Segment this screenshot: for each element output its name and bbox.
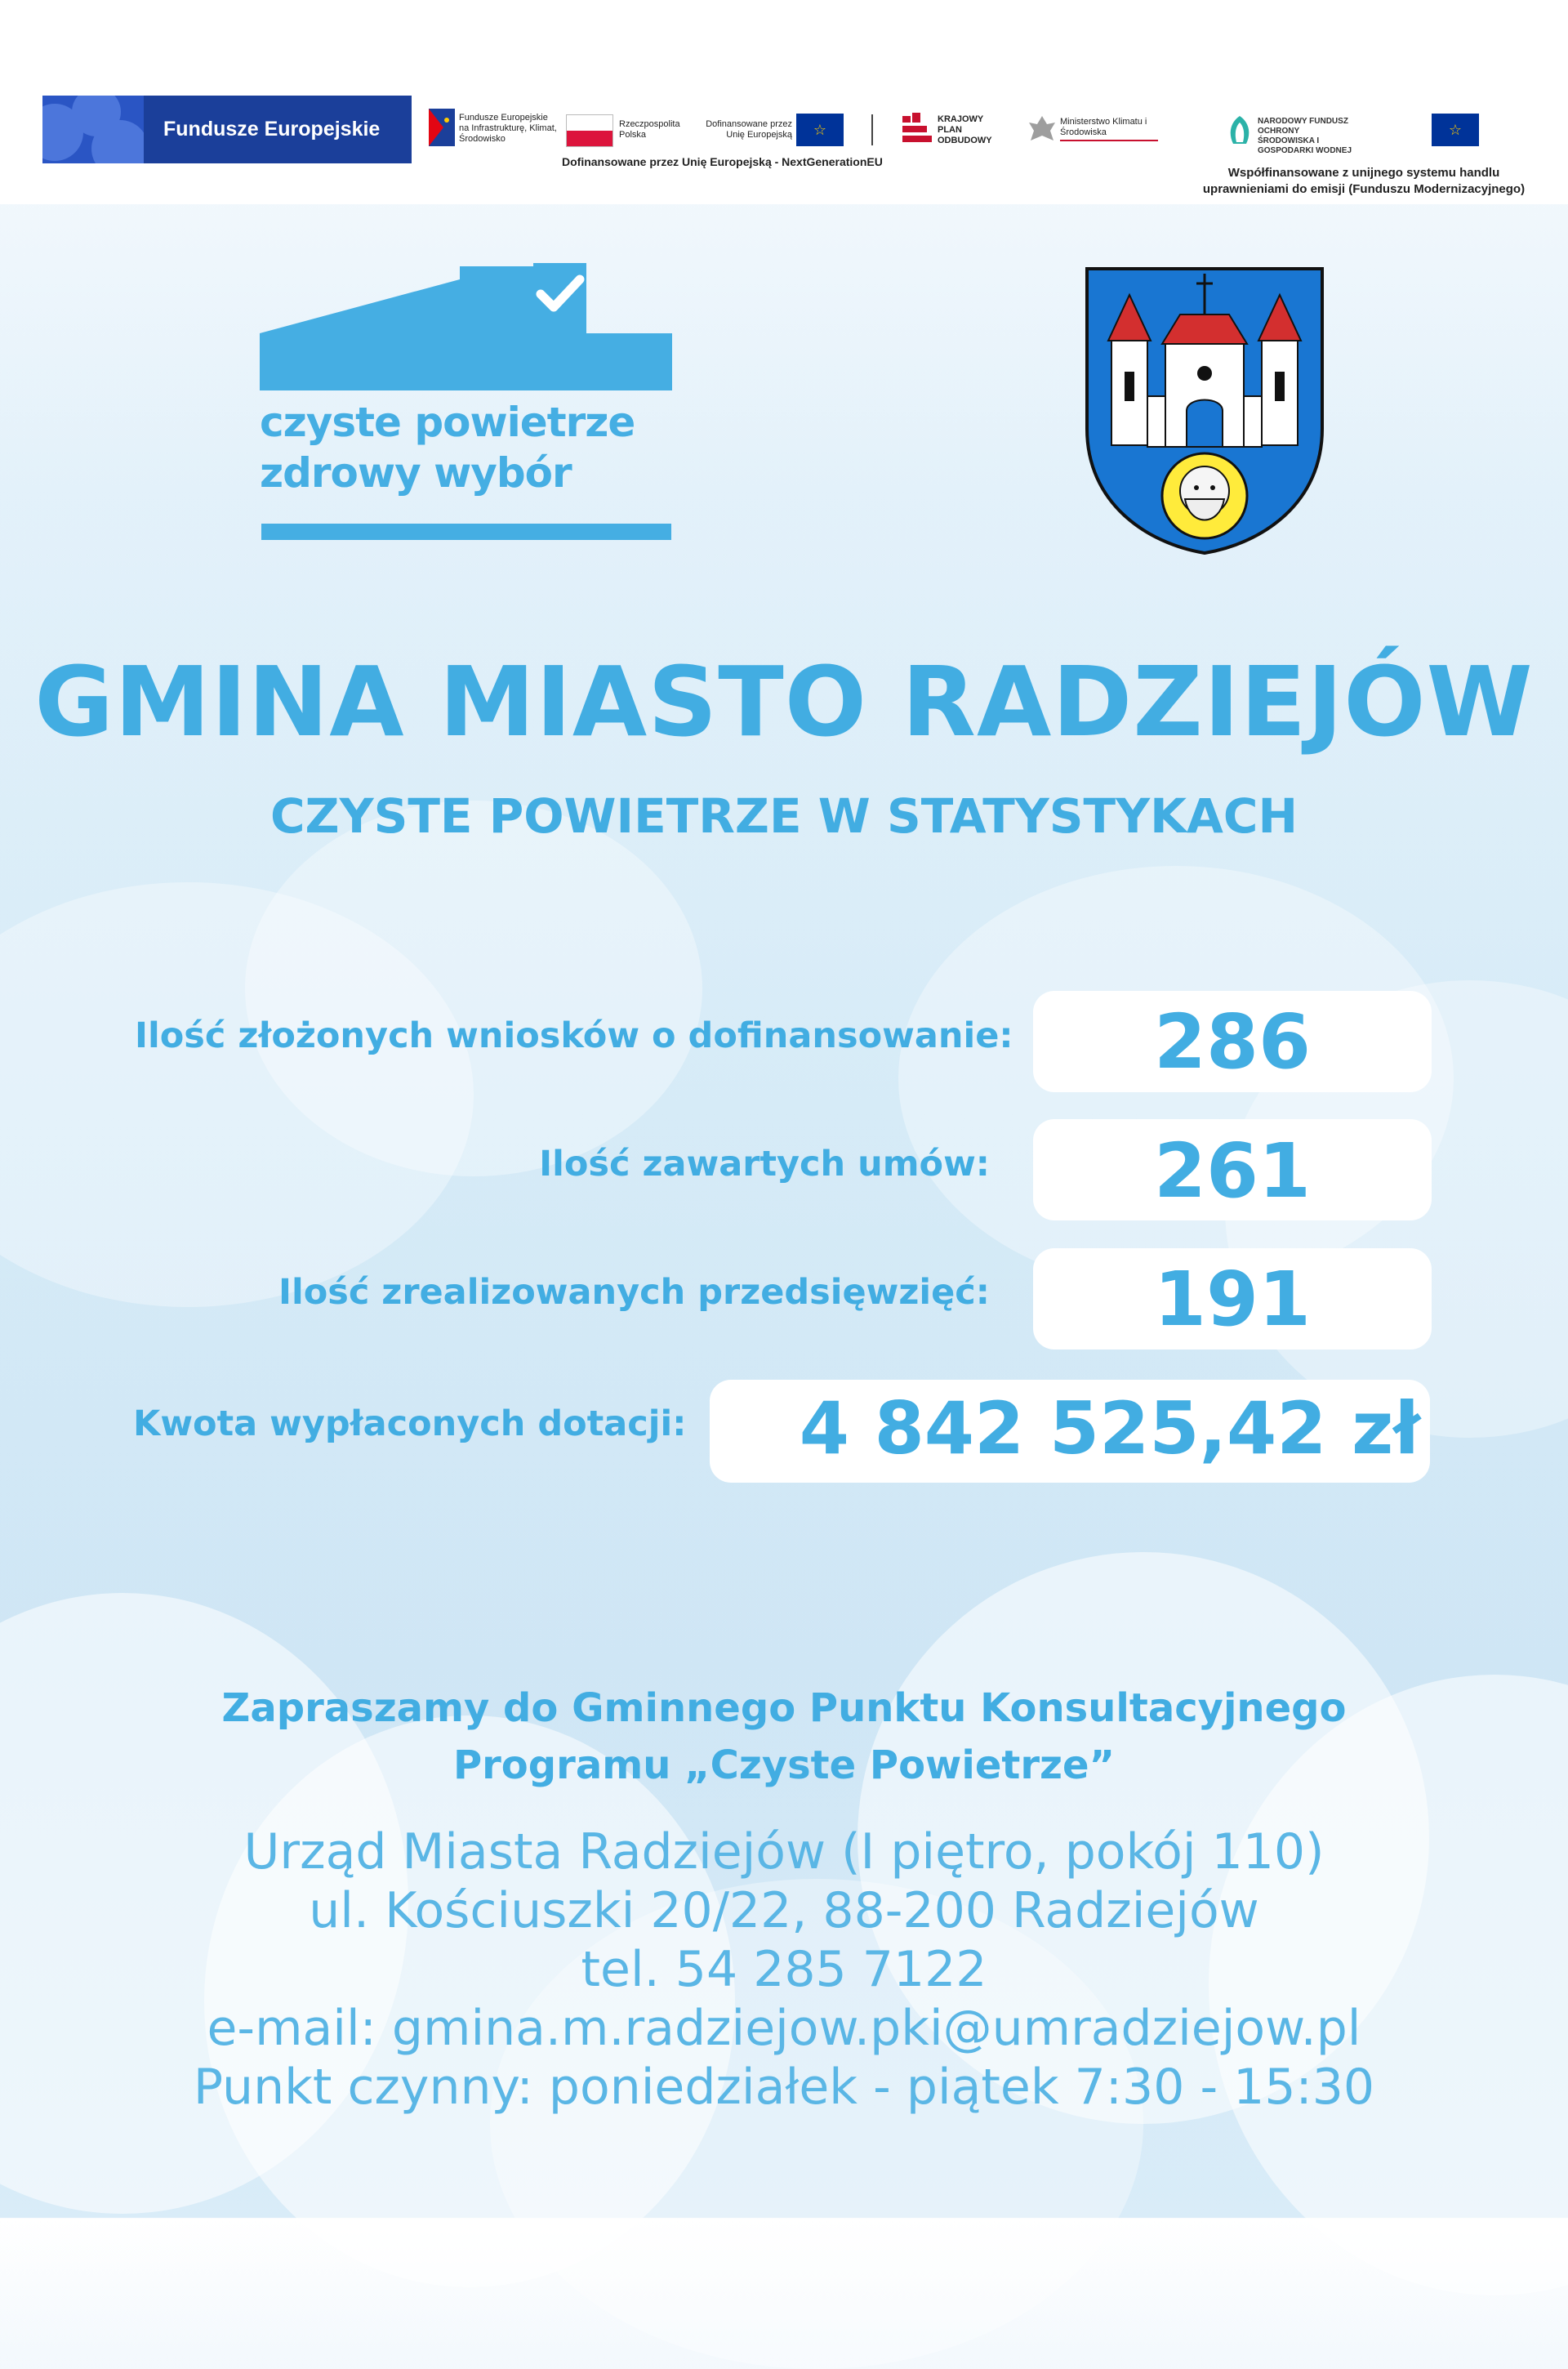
eu-stars-icon (42, 96, 144, 163)
stat-value-applications: 286 (1153, 998, 1312, 1086)
program-logo-underline (261, 524, 671, 540)
fe-logo-label: Fundusze Europejskie (163, 118, 381, 141)
cofinance-caption-line1: Współfinansowane z unijnego systemu handlu (1227, 166, 1500, 180)
stat-value-projects: 191 (1153, 1256, 1312, 1343)
stat-value-contracts: 261 (1153, 1127, 1312, 1215)
page-title: GMINA MIASTO RADZIEJÓW (34, 645, 1534, 758)
kpo-icon (902, 113, 932, 145)
cloud-decoration (245, 801, 702, 1176)
nextgeneu-caption: Dofinansowane przez Unię Europejską - NextGenerationEU (562, 155, 883, 168)
nfosigw-icon (1225, 114, 1254, 145)
invite-line1: Zapraszamy do Gminnego Punktu Konsultacyjnego (221, 1685, 1347, 1731)
logo-bar (0, 0, 1568, 204)
email-address[interactable]: e-mail: gmina.m.radziejow.pki@umradziejow.pl (207, 2000, 1361, 2057)
program-logo-line2: zdrowy wybór (260, 449, 572, 497)
program-logo-text (260, 397, 672, 498)
fe-program-label: Fundusze Europejskie na Infrastrukturę, Klimat, Środowisko (459, 113, 557, 144)
ministry-label: Ministerstwo Klimatu i Środowiska (1060, 117, 1158, 141)
address-line2: ul. Kościuszki 20/22, 88-200 Radziejów (309, 1882, 1259, 1939)
eu-flag-icon: ☆ (1432, 114, 1479, 146)
kpo-label: KRAJOWY PLAN ODBUDOWY (938, 114, 992, 145)
eagle-emblem-icon (1027, 113, 1057, 147)
fe-logo (42, 96, 412, 163)
opening-hours: Punkt czynny: poniedziałek - piątek 7:30 - 15:30 (193, 2059, 1375, 2116)
eu-cofinanced-label: Dofinansowane przez Unię Europejską (706, 119, 792, 140)
cofinance-caption-line2: uprawnieniami do emisji (Funduszu Modernizacyjnego) (1202, 182, 1526, 196)
stat-label-contracts: Ilość zawartych umów: (539, 1144, 990, 1184)
stat-value-subsidies: 4 842 525,42 zł (799, 1386, 1420, 1470)
divider (871, 114, 873, 145)
rp-label: Rzeczpospolita Polska (619, 119, 680, 140)
phone-number: tel. 54 285 7122 (581, 1941, 987, 1998)
coat-of-arms-icon (1084, 265, 1325, 556)
page-subtitle: CZYSTE POWIETRZE W STATYSTYKACH (270, 788, 1298, 844)
address-line1: Urząd Miasta Radziejów (I piętro, pokój 110) (243, 1823, 1325, 1880)
nfosigw-label: NARODOWY FUNDUSZ OCHRONY ŚRODOWISKA I GOSPODARKI WODNEJ (1258, 117, 1352, 155)
eu-flag-icon: ☆ (796, 114, 844, 146)
fe-program-icon (429, 109, 455, 146)
stat-label-subsidies: Kwota wypłaconych dotacji: (133, 1403, 687, 1444)
polish-flag-icon (566, 114, 613, 147)
program-logo-line1: czyste powietrze (260, 399, 635, 446)
stat-label-applications: Ilość złożonych wniosków o dofinansowanie: (135, 1015, 1013, 1056)
stat-label-projects: Ilość zrealizowanych przedsięwzięć: (278, 1272, 990, 1313)
invite-line2: Programu „Czyste Powietrze” (452, 1742, 1116, 1788)
